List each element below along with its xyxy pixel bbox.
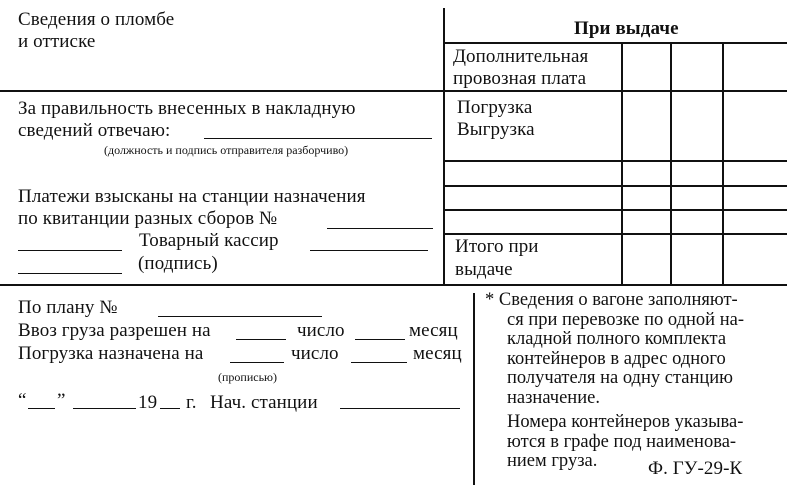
year-prefix: 19: [138, 392, 158, 413]
entry-day-label: число: [297, 320, 345, 341]
footnote-line-3: кладной полного комплекта: [507, 329, 727, 349]
signature-label: (подпись): [138, 253, 218, 274]
table-row-line-3: [443, 185, 787, 187]
total-line2: выдаче: [455, 259, 513, 280]
loading-day-label: число: [291, 343, 339, 364]
year-line: [160, 408, 180, 409]
cashier-line: [310, 250, 428, 251]
responsibility-caption: (должность и подпись отправителя разборчиво): [104, 143, 349, 157]
table-row-line-5: [443, 233, 787, 235]
loading-month-line: [351, 362, 407, 363]
loading-month-label: месяц: [413, 343, 462, 364]
form-code: Ф. ГУ-29-К: [648, 458, 743, 479]
written-caption: (прописью): [218, 370, 278, 384]
loading-label: Погрузка: [457, 97, 533, 118]
unloading-label: Выгрузка: [457, 119, 535, 140]
responsibility-signature-line: [204, 138, 432, 139]
date-day-line: [28, 408, 55, 409]
plan-number-line: [158, 316, 322, 317]
station-head-label: Нач. станции: [210, 392, 318, 413]
divider-main-vertical: [443, 8, 445, 285]
table-row-line-header: [443, 42, 787, 44]
table-col-line-1: [621, 43, 623, 285]
footnote-line-7: Номера контейнеров указыва-: [507, 412, 744, 432]
responsibility-line1: За правильность внесенных в накладную: [18, 98, 356, 119]
seal-label-line2: и оттиске: [18, 31, 96, 52]
issue-table-header: При выдаче: [574, 18, 679, 39]
table-row-line-4: [443, 209, 787, 211]
receipt-number-line: [327, 228, 433, 229]
footnote-line-2: ся при перевозке по одной на-: [507, 310, 744, 330]
payments-line1: Платежи взысканы на станции назначения: [18, 186, 366, 207]
entry-month-label: месяц: [409, 320, 458, 341]
seal-label-line1: Сведения о пломбе: [18, 9, 175, 30]
footnote-line-4: контейнеров в адрес одного: [507, 349, 726, 369]
section-line-2: [0, 284, 787, 286]
responsibility-line2: сведений отвечаю:: [18, 120, 171, 141]
table-col-line-2: [670, 43, 672, 285]
footnote-divider: [473, 293, 475, 485]
date-quote-open: “: [18, 390, 27, 411]
payments-blank-line2: [18, 273, 122, 274]
date-quote-close: ”: [57, 390, 66, 411]
footnote-line-9: нием груза.: [507, 451, 598, 471]
cashier-label: Товарный кассир: [139, 230, 279, 251]
payments-line2: по квитанции разных сборов №: [18, 208, 278, 229]
footnote-line-5: получателя на одну станцию: [507, 368, 733, 388]
plan-number-label: По плану №: [18, 297, 118, 318]
additional-fee-line2: провозная плата: [453, 68, 587, 89]
station-head-line: [340, 408, 460, 409]
loading-scheduled-label: Погрузка назначена на: [18, 343, 204, 364]
entry-date-line: [236, 339, 286, 340]
entry-month-line: [355, 339, 405, 340]
payments-blank-line1: [18, 250, 122, 251]
table-row-line-2: [443, 160, 787, 162]
footnote-line-6: назначение.: [507, 388, 600, 408]
date-month-line: [73, 408, 136, 409]
entry-allowed-label: Ввоз груза разрешен на: [18, 320, 211, 341]
footnote-line-1: * Сведения о вагоне заполняют-: [485, 290, 738, 310]
total-line1: Итого при: [455, 236, 539, 257]
table-col-line-3: [722, 43, 724, 285]
year-abbr: г.: [186, 392, 197, 413]
additional-fee-line1: Дополнительная: [453, 46, 589, 67]
loading-date-line: [230, 362, 284, 363]
section-line-1: [0, 90, 787, 92]
footnote-line-8: ются в графе под наименова-: [507, 432, 737, 452]
